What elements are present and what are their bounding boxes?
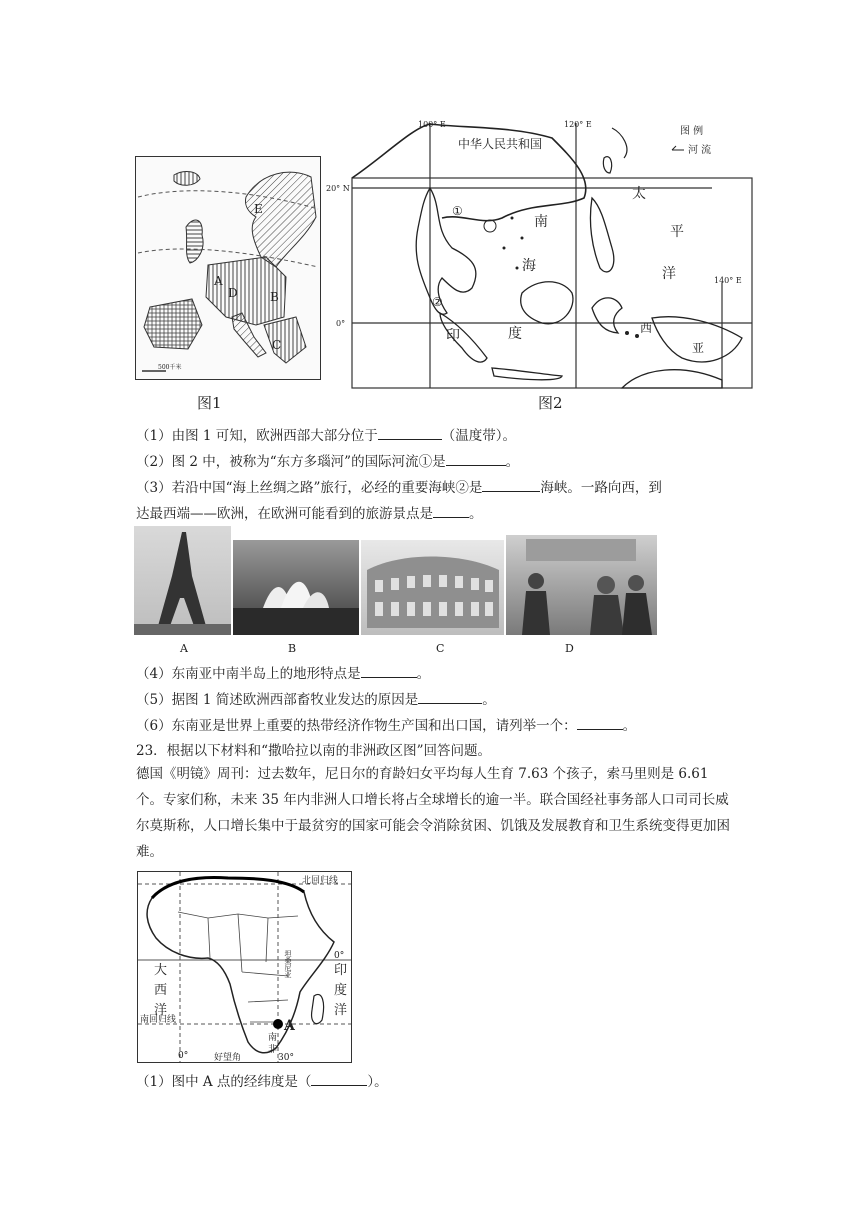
question-22-4-text: （4）东南亚中南半岛上的地形特点是 bbox=[136, 666, 361, 682]
label-point-a: A bbox=[284, 1018, 295, 1034]
question-23-heading: 23．根据以下材料和“撒哈拉以南的非洲政区图”回答问题。 bbox=[136, 743, 491, 759]
label-pacific-1: 太 bbox=[632, 186, 646, 202]
photo-colosseum bbox=[361, 540, 504, 635]
question-22-3-suffix: 海峡。一路向西，到 bbox=[540, 480, 662, 496]
question-22-3-text: （3）若沿中国“海上丝绸之路”旅行，必经的重要海峡②是 bbox=[136, 480, 483, 496]
europe-label-c: C bbox=[272, 338, 282, 352]
answer-blank-22-3a[interactable] bbox=[482, 477, 540, 492]
label-tropic-capricorn: 南回归线 bbox=[140, 1015, 177, 1025]
label-lat-20: 20° N bbox=[326, 184, 350, 193]
question-22-1-suffix: （温度带）。 bbox=[441, 428, 517, 444]
question-22-1 bbox=[136, 425, 516, 446]
legend-title: 图 例 bbox=[680, 126, 704, 137]
label-atlantic-3: 洋 bbox=[154, 1003, 168, 1018]
question-22-2-text: （2）图 2 中，被称为“东方多瑙河”的国际河流①是 bbox=[136, 454, 446, 470]
europe-label-d: D bbox=[228, 286, 238, 300]
figure-1-caption: 图1 bbox=[197, 394, 222, 412]
question-22-5 bbox=[136, 689, 496, 710]
label-atlantic-1: 大 bbox=[154, 963, 168, 978]
label-indian-ocean-1: 印 bbox=[334, 963, 348, 978]
label-lon-100: 100° E bbox=[418, 120, 446, 129]
label-indian-ocean-3: 洋 bbox=[334, 1003, 348, 1018]
figure-2-caption: 图2 bbox=[538, 394, 563, 412]
answer-blank-22-6[interactable] bbox=[577, 715, 623, 730]
europe-scale: 500千米 bbox=[158, 364, 182, 371]
colosseum-icon bbox=[361, 540, 504, 635]
question-23-1-text: （1）图中 A 点的经纬度是（ bbox=[136, 1074, 312, 1090]
label-south-africa-1: 南 bbox=[268, 1033, 278, 1043]
europe-map bbox=[135, 156, 321, 380]
label-indian-2: 度 bbox=[508, 326, 522, 342]
label-oceania-2: 亚 bbox=[692, 341, 705, 355]
europe-label-a: A bbox=[214, 274, 223, 288]
question-22-4 bbox=[136, 663, 430, 684]
question-23-1 bbox=[136, 1071, 388, 1092]
eiffel-tower-icon bbox=[134, 526, 231, 635]
question-22-3 bbox=[136, 477, 662, 498]
label-south-africa-2: 非 bbox=[268, 1045, 278, 1055]
question-22-3-cont-text: 达最西端——欧洲，在欧洲可能看到的旅游景点是 bbox=[136, 506, 433, 522]
label-equator: 0° bbox=[334, 951, 345, 961]
answer-blank-22-4[interactable] bbox=[361, 663, 417, 678]
question-22-6-suffix: 。 bbox=[622, 718, 637, 734]
question-23-1-suffix: ）。 bbox=[367, 1074, 388, 1090]
question-22-1-text: （1）由图 1 可知，欧洲西部大部分位于 bbox=[136, 428, 378, 444]
europe-label-b: B bbox=[270, 290, 279, 304]
question-22-6-text: （6）东南亚是世界上重要的热带经济作物生产国和出口国，请列举一个： bbox=[136, 718, 577, 734]
photo-label-d: D bbox=[565, 642, 574, 655]
marker-strait-2: ② bbox=[432, 295, 443, 309]
label-south: 南 bbox=[534, 214, 548, 230]
asia-map bbox=[322, 118, 762, 390]
answer-blank-23-1[interactable] bbox=[311, 1071, 367, 1086]
photo-eiffel-tower bbox=[134, 526, 231, 635]
asia-map-drawing bbox=[322, 118, 762, 390]
question-22-3-cont bbox=[136, 503, 483, 524]
label-lon-140: 140° E bbox=[714, 276, 742, 285]
question-22-4-suffix: 。 bbox=[416, 666, 431, 682]
europe-label-e: E bbox=[254, 202, 263, 216]
label-pacific-2: 平 bbox=[670, 224, 684, 240]
label-lon-0: 0° bbox=[178, 1051, 189, 1061]
legend-river: 河 流 bbox=[688, 145, 712, 156]
label-china: 中华人民共和国 bbox=[458, 137, 543, 151]
answer-blank-22-3b[interactable] bbox=[433, 503, 469, 518]
africa-map-drawing bbox=[138, 872, 351, 1062]
answer-blank-22-5[interactable] bbox=[418, 689, 482, 704]
label-pacific-3: 洋 bbox=[662, 266, 676, 282]
label-tanzania: 坦桑尼亚 bbox=[284, 950, 292, 978]
label-lat-0: 0° bbox=[336, 319, 346, 328]
photo-label-a: A bbox=[180, 642, 188, 655]
label-lon-30: 30° bbox=[278, 1053, 294, 1062]
question-23-material: 德国《明镜》周刊：过去数年，尼日尔的育龄妇女平均每人生育 7.63 个孩子，索马里则是 6.61 个。专家们称，未来 35 年内非洲人口增长将占全球增长的逾一半。联合国经社事务部人口司司长威尔莫斯称，人口增长集中于最贫穷的国家可能会令消除贫困、饥饿及发展教育和卫生系统变得更加困难。 bbox=[136, 766, 730, 860]
opera-house-icon bbox=[233, 540, 359, 635]
photo-label-c: C bbox=[436, 642, 445, 655]
label-lon-120: 120° E bbox=[564, 120, 592, 129]
question-22-5-text: （5）据图 1 简述欧洲西部畜牧业发达的原因是 bbox=[136, 692, 419, 708]
label-sea: 海 bbox=[522, 258, 536, 274]
label-tropic-cancer: 北回归线 bbox=[302, 876, 339, 886]
question-22-3-cont-suffix: 。 bbox=[469, 506, 483, 522]
question-22-5-suffix: 。 bbox=[482, 692, 496, 708]
photo-label-b: B bbox=[288, 642, 297, 655]
answer-blank-22-2[interactable] bbox=[446, 451, 506, 466]
question-22-2-suffix: 。 bbox=[505, 454, 520, 470]
label-oceania-1: 西 bbox=[640, 321, 653, 335]
photo-sydney-opera-house bbox=[233, 540, 359, 635]
marker-river-1: ① bbox=[452, 204, 463, 218]
label-indian-ocean-2: 度 bbox=[334, 983, 348, 998]
label-atlantic-2: 西 bbox=[154, 983, 168, 998]
photo-street-scene bbox=[506, 535, 657, 635]
question-22-6 bbox=[136, 715, 636, 736]
answer-blank-22-1[interactable] bbox=[378, 425, 442, 440]
label-cape-good-hope: 好望角 bbox=[214, 1053, 242, 1062]
africa-map bbox=[137, 871, 352, 1063]
label-indian-1: 印 bbox=[446, 328, 460, 344]
street-people-icon bbox=[506, 535, 657, 635]
question-22-2 bbox=[136, 451, 519, 472]
europe-map-drawing bbox=[136, 157, 320, 379]
